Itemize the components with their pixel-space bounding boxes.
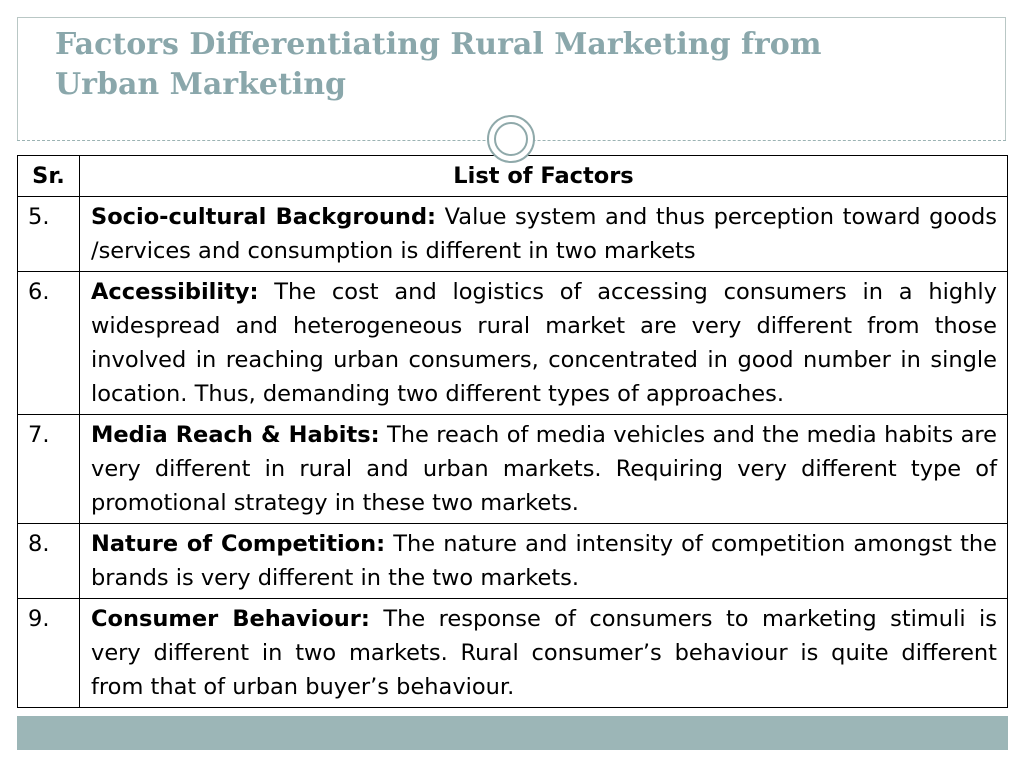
header-factors: List of Factors <box>80 156 1008 197</box>
factor-text: Value system and thus perception toward goods /services and consumption is different in two markets <box>91 204 997 264</box>
title-line-1: Factors Differentiating Rural Marketing from <box>55 27 822 62</box>
row-number: 8. <box>18 524 80 599</box>
table-row <box>18 599 1008 708</box>
row-number: 6. <box>18 272 80 415</box>
header-sr: Sr. <box>18 156 80 197</box>
row-number: 7. <box>18 415 80 524</box>
factor-term: Nature of Competition: <box>91 531 386 557</box>
decorative-circle <box>487 115 535 163</box>
table-row <box>18 415 1008 524</box>
factor-text: The reach of media vehicles and the media habits are very different in rural and urban markets. Requiring very different type of promotional strategy in these two markets. <box>91 422 997 516</box>
factor-text: The response of consumers to marketing stimuli is very different in two markets. Rural consumer’s behaviour is quite different from that of urban buyer’s behaviour. <box>91 606 997 700</box>
factors-table <box>17 155 1008 708</box>
factor-description <box>80 524 1008 599</box>
factor-term: Accessibility: <box>91 279 259 305</box>
row-number: 5. <box>18 197 80 272</box>
factor-term: Socio-cultural Background: <box>91 204 437 230</box>
factor-term: Consumer Behaviour: <box>91 606 370 632</box>
bottom-accent-bar <box>17 716 1008 750</box>
table-row <box>18 197 1008 272</box>
factor-term: Media Reach & Habits: <box>91 422 380 448</box>
table-row <box>18 524 1008 599</box>
factor-text: The nature and intensity of competition amongst the brands is very different in the two markets. <box>91 531 998 591</box>
title-line-2: Urban Marketing <box>55 67 347 102</box>
factor-description <box>80 272 1008 415</box>
page-title <box>55 25 955 105</box>
table-row <box>18 272 1008 415</box>
factor-description <box>80 197 1008 272</box>
factor-description <box>80 415 1008 524</box>
row-number: 9. <box>18 599 80 708</box>
factor-description <box>80 599 1008 708</box>
factor-text: The cost and logistics of accessing consumers in a highly widespread and heterogeneous rural market are very different from those involved in reaching urban consumers, concentrated in good number in single location. Thus, demanding two different types of approaches. <box>91 279 997 407</box>
